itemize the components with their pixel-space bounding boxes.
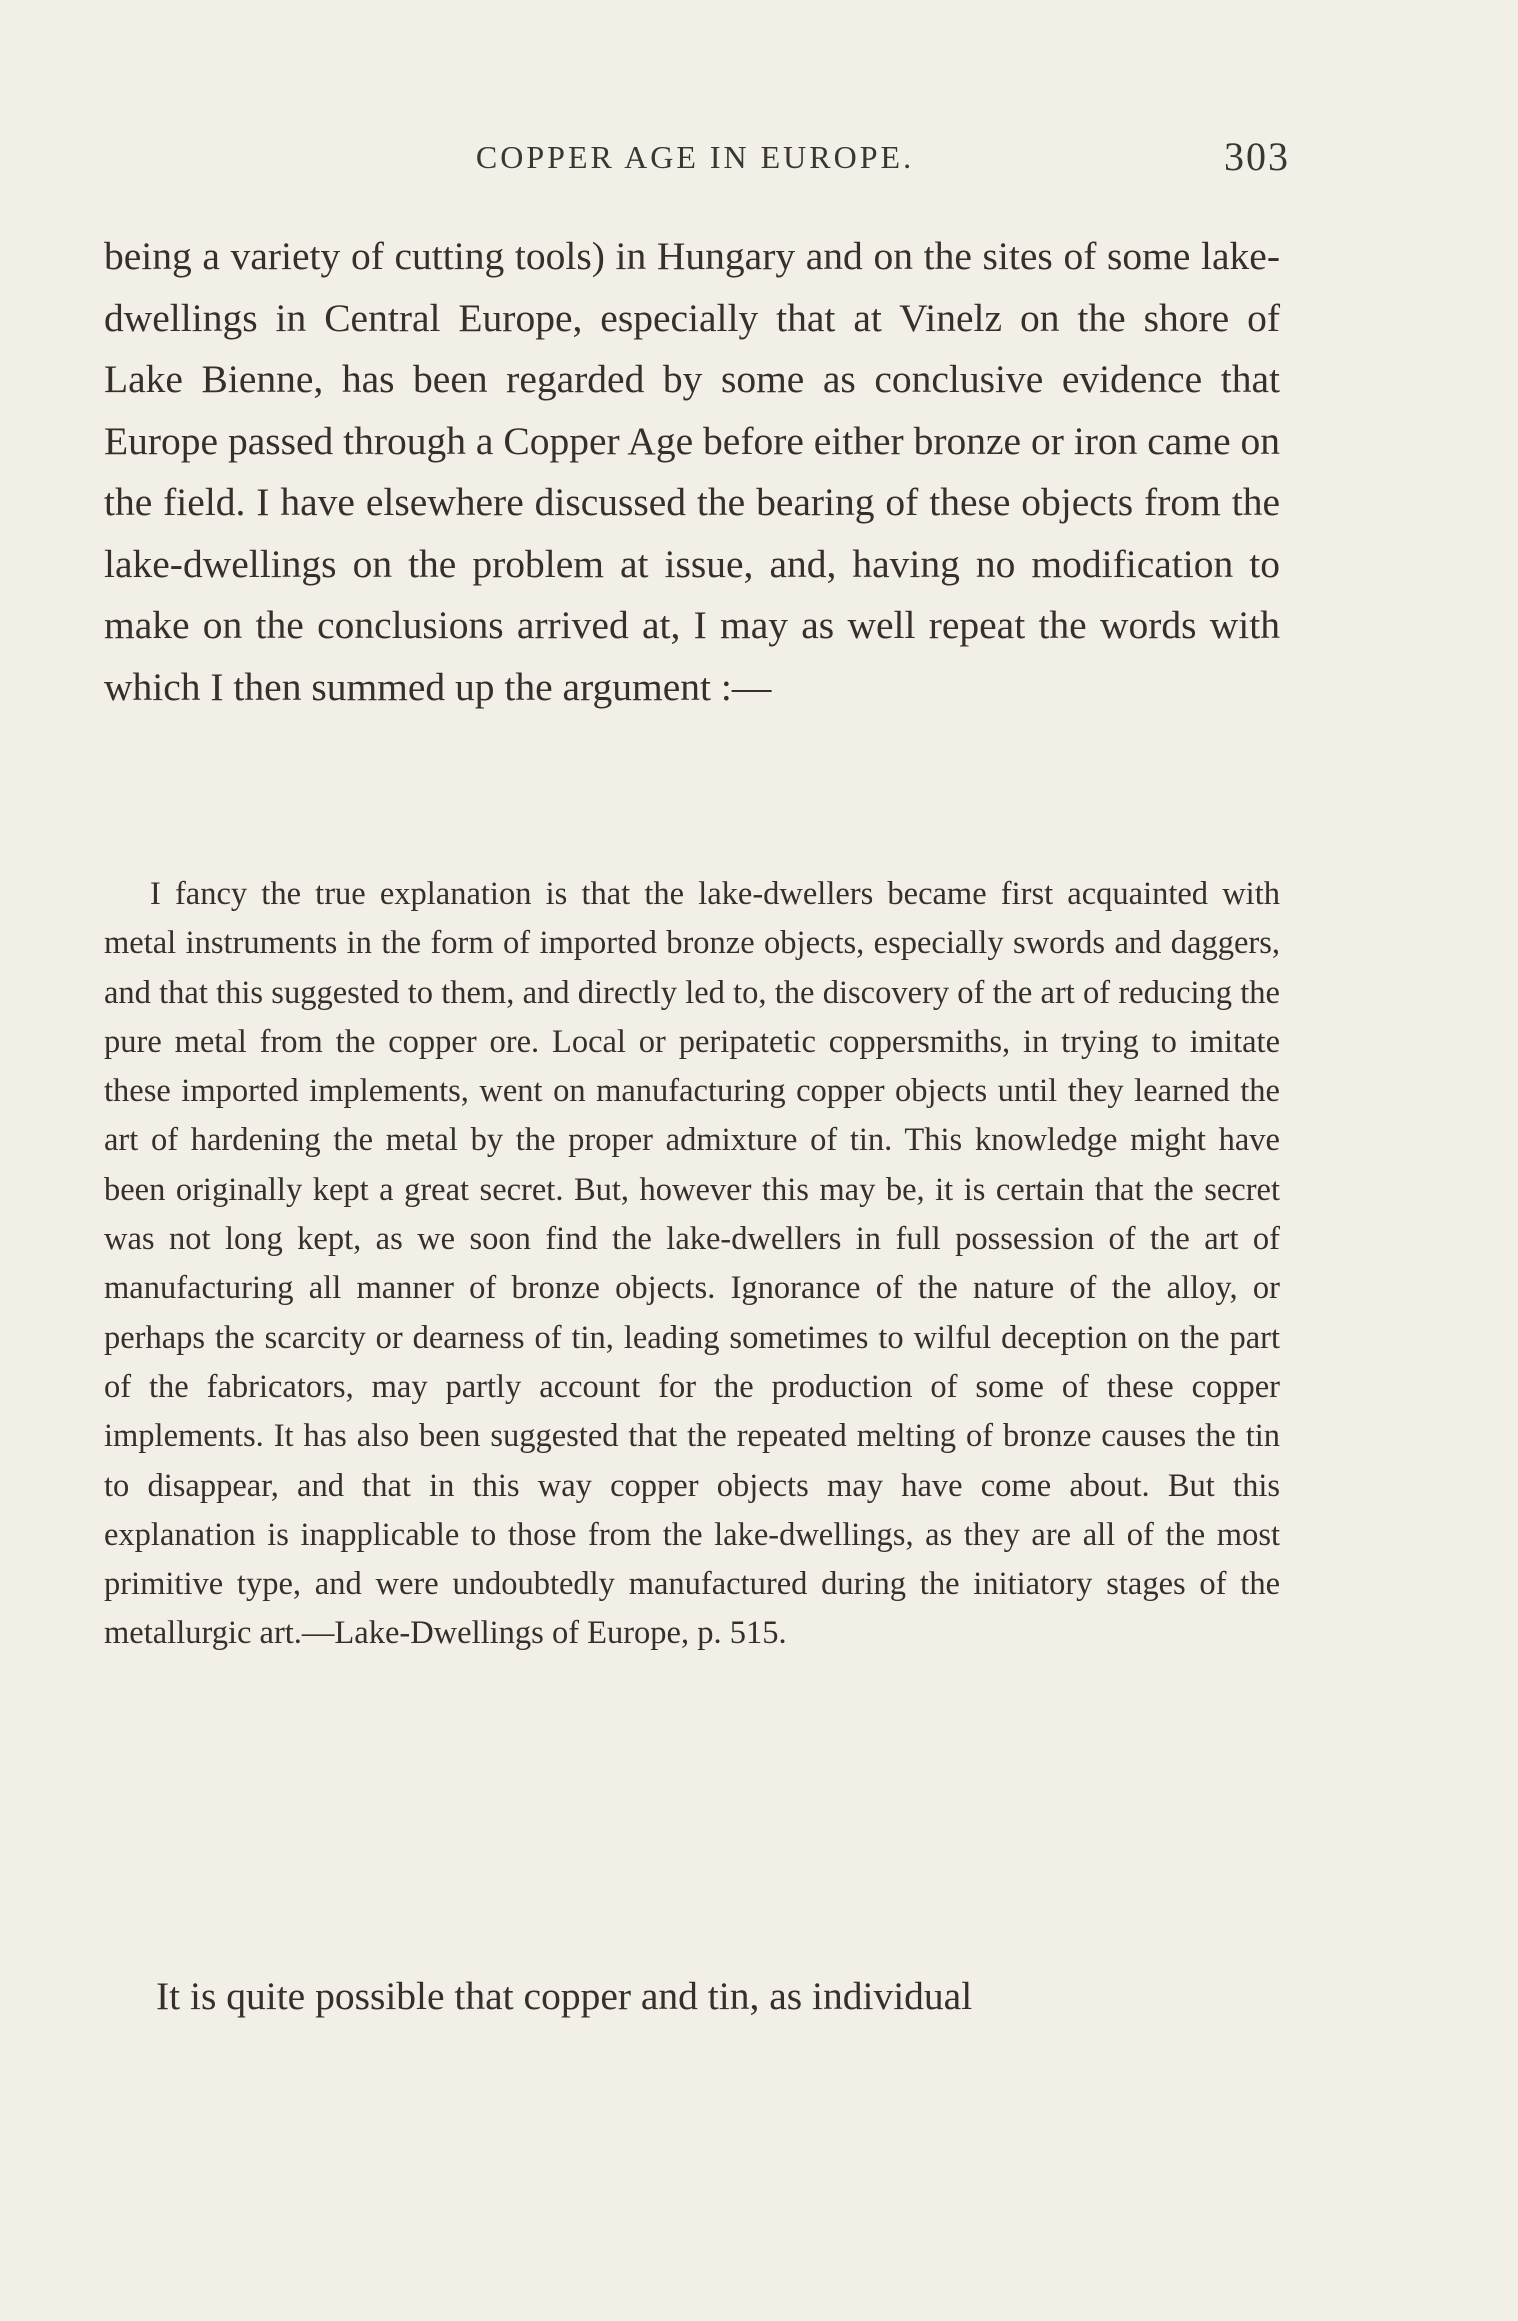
page-number: 303 [1224,134,1290,179]
running-head [100,132,1290,182]
paragraph-continuation: being a variety of cutting tools) in Hungary and on the sites of some lake-dwellings in Central Europe, especially that at Vinelz on the shore of Lake Bienne, has been regarded by some as conclusive evidence that Europe passed through a Copper Age before either bronze or iron came on the field. I have elsewhere discussed the bearing of these objects from the lake-dwellings on the problem at issue, and, having no modification to make on the conclusions arrived at, I may as well repeat the words with which I then summed up the argument :— [104,234,1280,709]
block-quotation: I fancy the true explanation is that the lake-dwellers became first acquainted with metal instruments in the form of imported bronze objects, especially swords and daggers, and that this suggested to them, and directly led to, the discovery of the art of reducing the pure metal from the copper ore. Local or peripatetic coppersmiths, in trying to imitate these imported implements, went on manufacturing copper objects until they learned the art of hardening the metal by the proper admixture of tin. This knowledge might have been originally kept a great secret. But, however this may be, it is certain that the secret was not long kept, as we soon find the lake-dwellers in full possession of the art of manufacturing all manner of bronze objects. Ignorance of the nature of the alloy, or perhaps the scarcity or dearness of tin, leading sometimes to wilful deception on the part of the fabricators, may partly account for the production of some of these copper implements. It has also been suggested that the repeated melting of bronze causes the tin to disappear, and that in this way copper objects may have come about. But this explanation is inapplicable to those from the lake-dwellings, as they are all of the most primitive type, and were undoubtedly manufactured during the initiatory stages of the metallurgic art.—Lake-Dwellings of Europe, p. 515. [104,876,1280,1652]
running-title: COPPER AGE IN EUROPE. [475,139,915,175]
paragraph-next: It is quite possible that copper and tin, as individual [156,1974,973,2018]
